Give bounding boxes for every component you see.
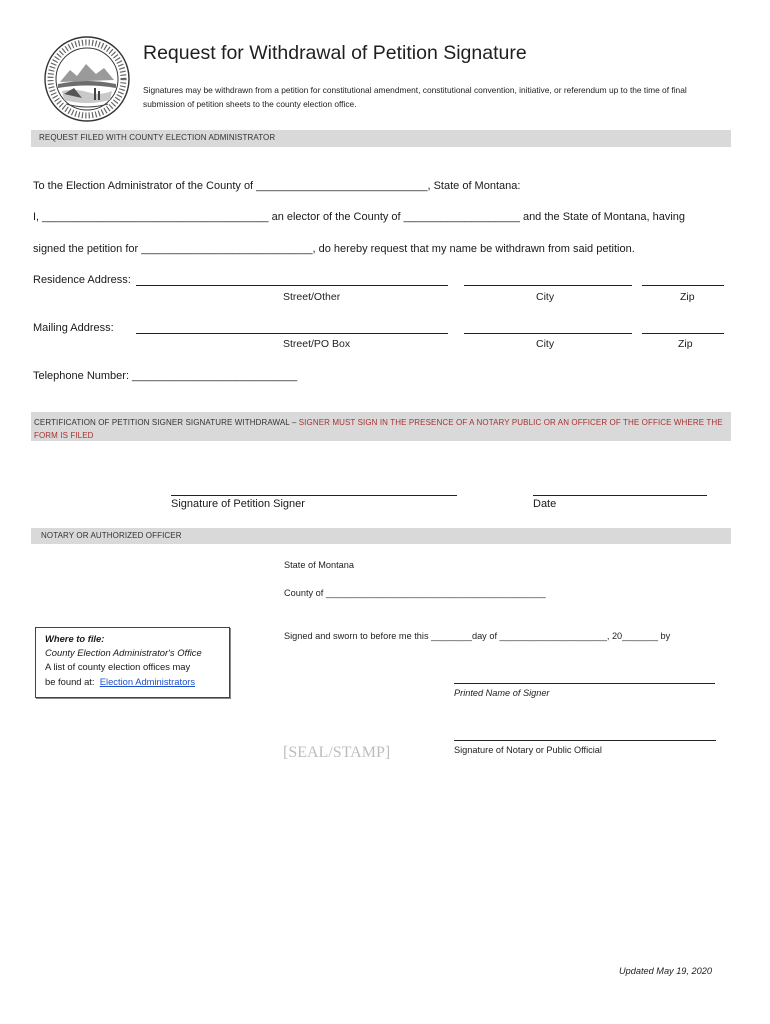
certification-heading-text: CERTIFICATION OF PETITION SIGNER SIGNATURE WITHDRAWAL – bbox=[34, 418, 299, 427]
where-to-file-box bbox=[35, 627, 230, 698]
residence-zip-field[interactable] bbox=[642, 285, 724, 286]
printed-name-field[interactable] bbox=[454, 683, 715, 684]
mailing-zip-caption: Zip bbox=[678, 338, 693, 350]
mailing-street-caption: Street/PO Box bbox=[283, 338, 351, 350]
signature-caption: Signature of Petition Signer bbox=[171, 498, 305, 510]
line-elector: I, _____________________________________ an elector of the County of ___________________ and the State of Montana, having bbox=[33, 211, 686, 223]
date-caption: Date bbox=[533, 498, 557, 510]
notary-heading-text: NOTARY OR AUTHORIZED OFFICER bbox=[41, 531, 182, 540]
mailing-street-field[interactable] bbox=[136, 333, 448, 334]
state-seal-logo bbox=[44, 36, 130, 122]
residence-zip-caption: Zip bbox=[680, 291, 695, 303]
where-to-file-line1: A list of county election offices may bbox=[45, 661, 191, 673]
residence-city-field[interactable] bbox=[464, 285, 632, 286]
residence-street-field[interactable] bbox=[136, 285, 448, 286]
certification-warning-text: SIGNER MUST SIGN IN THE PRESENCE OF A NOTARY PUBLIC OR AN OFFICER OF THE OFFICE WHERE THE FORM IS FILED bbox=[34, 418, 723, 440]
line-petition-withdrawal: signed the petition for ____________________________, do hereby request that my name be withdrawn from said petition. bbox=[33, 243, 635, 255]
mailing-city-field[interactable] bbox=[464, 333, 632, 334]
section-certification-heading bbox=[31, 412, 731, 441]
election-administrators-link[interactable]: Election Administrators bbox=[99, 675, 196, 687]
line-election-administrator: To the Election Administrator of the County of ____________________________, State of Montana: bbox=[33, 180, 521, 192]
mailing-zip-field[interactable] bbox=[642, 333, 724, 334]
section-request-heading bbox=[31, 130, 731, 147]
section-request-heading-text: REQUEST FILED WITH COUNTY ELECTION ADMINISTRATOR bbox=[39, 133, 276, 142]
printed-name-caption: Printed Name of Signer bbox=[454, 688, 550, 698]
where-to-file-office: County Election Administrator's Office bbox=[45, 647, 202, 659]
signed-and-sworn-line: Signed and sworn to before me this ________day of _____________________, 20_______ by bbox=[284, 631, 671, 641]
where-to-file-line2: be found at: bbox=[45, 675, 95, 687]
telephone-number-line: Telephone Number: ___________________________ bbox=[33, 370, 298, 382]
section-notary-heading bbox=[31, 528, 731, 544]
state-of-montana: State of Montana bbox=[284, 560, 354, 570]
seal-stamp-placeholder: [SEAL/STAMP] bbox=[283, 744, 391, 761]
where-to-file-heading: Where to file: bbox=[45, 633, 105, 644]
notary-signature-field[interactable] bbox=[454, 740, 716, 741]
intro-text: Signatures may be withdrawn from a petition for constitutional amendment, constitutional convention, initiative, or referendum up to the time of final submission of petition sheets to the county election office. bbox=[143, 85, 687, 109]
updated-date: Updated May 19, 2020 bbox=[619, 966, 712, 976]
residence-address-label: Residence Address: bbox=[33, 274, 131, 286]
residence-city-caption: City bbox=[536, 291, 555, 303]
mailing-city-caption: City bbox=[536, 338, 555, 350]
mailing-address-label: Mailing Address: bbox=[33, 322, 114, 334]
petition-signer-signature-field[interactable] bbox=[171, 495, 457, 496]
signature-date-field[interactable] bbox=[533, 495, 707, 496]
county-of-line: County of ___________________________________________ bbox=[284, 588, 546, 598]
page-title: Request for Withdrawal of Petition Signature bbox=[143, 42, 527, 64]
notary-signature-caption: Signature of Notary or Public Official bbox=[454, 745, 602, 755]
residence-street-caption: Street/Other bbox=[283, 291, 341, 303]
